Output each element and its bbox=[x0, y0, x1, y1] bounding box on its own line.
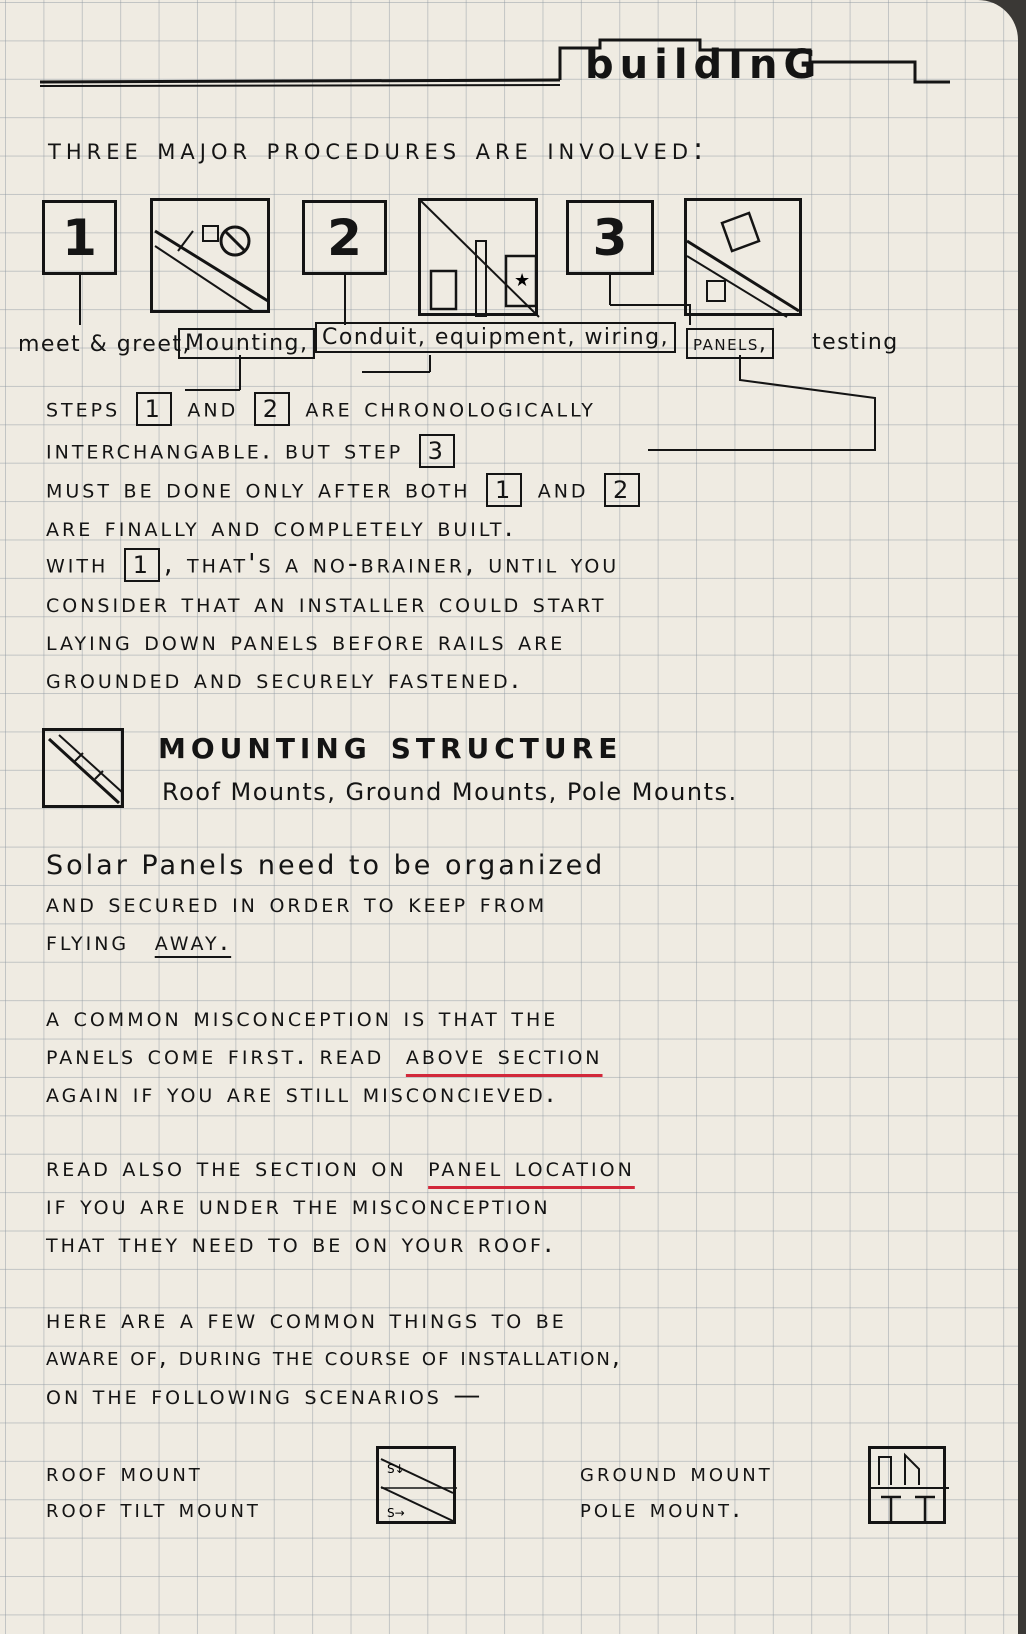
steps-line-3 bbox=[46, 473, 644, 507]
organized-line-2: and secured in order to keep from bbox=[46, 888, 548, 919]
panel-location-link[interactable]: panel location bbox=[428, 1152, 635, 1183]
ground-pole-mount-icon bbox=[871, 1449, 949, 1527]
steps-line-6: consider that an installer could start bbox=[46, 588, 607, 619]
chronological-text: are chronologically bbox=[305, 392, 596, 424]
location-line-2: if you are under the misconception bbox=[46, 1190, 551, 1221]
svg-text:★: ★ bbox=[514, 270, 531, 291]
scenarios-line-1: here are a few common things to be bbox=[46, 1304, 567, 1335]
organized-line-3 bbox=[46, 926, 231, 957]
misconception-line-2 bbox=[46, 1040, 603, 1071]
page-title: buildInG bbox=[585, 42, 823, 88]
svg-text:S↓: S↓ bbox=[387, 1462, 405, 1476]
and-text-2: and bbox=[537, 473, 589, 505]
scenarios-line-2: aware of, during the course of installation, bbox=[46, 1342, 622, 1371]
and-text: and bbox=[187, 392, 239, 424]
steps-line-8: grounded and securely fastened. bbox=[46, 664, 523, 695]
scenario-pole-mount: pole mount. bbox=[580, 1494, 744, 1524]
inline-step-1c: 1 bbox=[124, 548, 160, 582]
misconception-line-3: again if you are still misconcieved. bbox=[46, 1078, 558, 1109]
misconception-line-1: a common misconception is that the bbox=[46, 1002, 559, 1033]
procedure-mounting: Mounting, bbox=[178, 328, 315, 359]
scenario-ground-mount: ground mount bbox=[580, 1458, 773, 1488]
steps-line-7: laying down panels before rails are bbox=[46, 626, 566, 657]
mounting-rail-box bbox=[42, 728, 124, 808]
above-section-link[interactable]: above section bbox=[405, 1040, 603, 1071]
roof-mount-sketch bbox=[376, 1446, 456, 1524]
mounting-section-subtitle: Roof Mounts, Ground Mounts, Pole Mounts. bbox=[162, 778, 738, 806]
away-text: away. bbox=[154, 926, 232, 957]
roof-mount-icon bbox=[379, 1449, 459, 1527]
scenario-roof-mount: roof mount bbox=[46, 1458, 203, 1488]
inline-step-3: 3 bbox=[419, 434, 455, 468]
location-line-3: that they need to be on your roof. bbox=[46, 1228, 556, 1259]
steps-line-4: are finally and completely built. bbox=[46, 512, 517, 543]
mounting-rail-icon bbox=[45, 731, 127, 811]
procedure-panels: panels, bbox=[686, 328, 774, 359]
interchangable-text: interchangable. but step bbox=[46, 434, 404, 466]
svg-text:S→: S→ bbox=[387, 1506, 405, 1520]
steps-text: steps bbox=[46, 392, 121, 424]
intro-line: three major procedures are involved: bbox=[48, 132, 709, 167]
organized-line-1: Solar Panels need to be organized bbox=[46, 850, 606, 881]
procedure-meet-greet: meet & greet, bbox=[18, 332, 191, 357]
no-brainer-text: , that's a no-brainer, until you bbox=[163, 548, 620, 580]
steps-line-2 bbox=[46, 434, 459, 468]
mounting-section-title: mounting structure bbox=[158, 722, 623, 768]
step-2-number: 2 bbox=[327, 208, 362, 267]
scenarios-line-3: on the following scenarios — bbox=[46, 1380, 484, 1411]
read-also-text: read also the section on bbox=[46, 1152, 407, 1183]
inline-step-2b: 2 bbox=[604, 473, 640, 507]
ground-pole-sketch bbox=[868, 1446, 946, 1524]
flying-text: flying bbox=[46, 926, 130, 957]
procedure-conduit: Conduit, equipment, wiring, bbox=[315, 322, 676, 353]
must-text: must be done only after both bbox=[46, 473, 471, 505]
step-3-number: 3 bbox=[592, 208, 628, 267]
inline-step-2: 2 bbox=[254, 392, 290, 426]
inline-step-1b: 1 bbox=[486, 473, 522, 507]
location-line-1 bbox=[46, 1152, 635, 1183]
steps-line-5 bbox=[46, 548, 619, 582]
with-text: with bbox=[46, 548, 109, 580]
inline-step-1: 1 bbox=[136, 392, 172, 426]
scenario-roof-tilt-mount: roof tilt mount bbox=[46, 1494, 261, 1524]
panels-come-first-text: panels come first. read bbox=[46, 1040, 385, 1071]
procedure-testing: testing bbox=[812, 330, 899, 355]
step-1-number: 1 bbox=[62, 208, 97, 267]
steps-line-1 bbox=[46, 392, 596, 426]
